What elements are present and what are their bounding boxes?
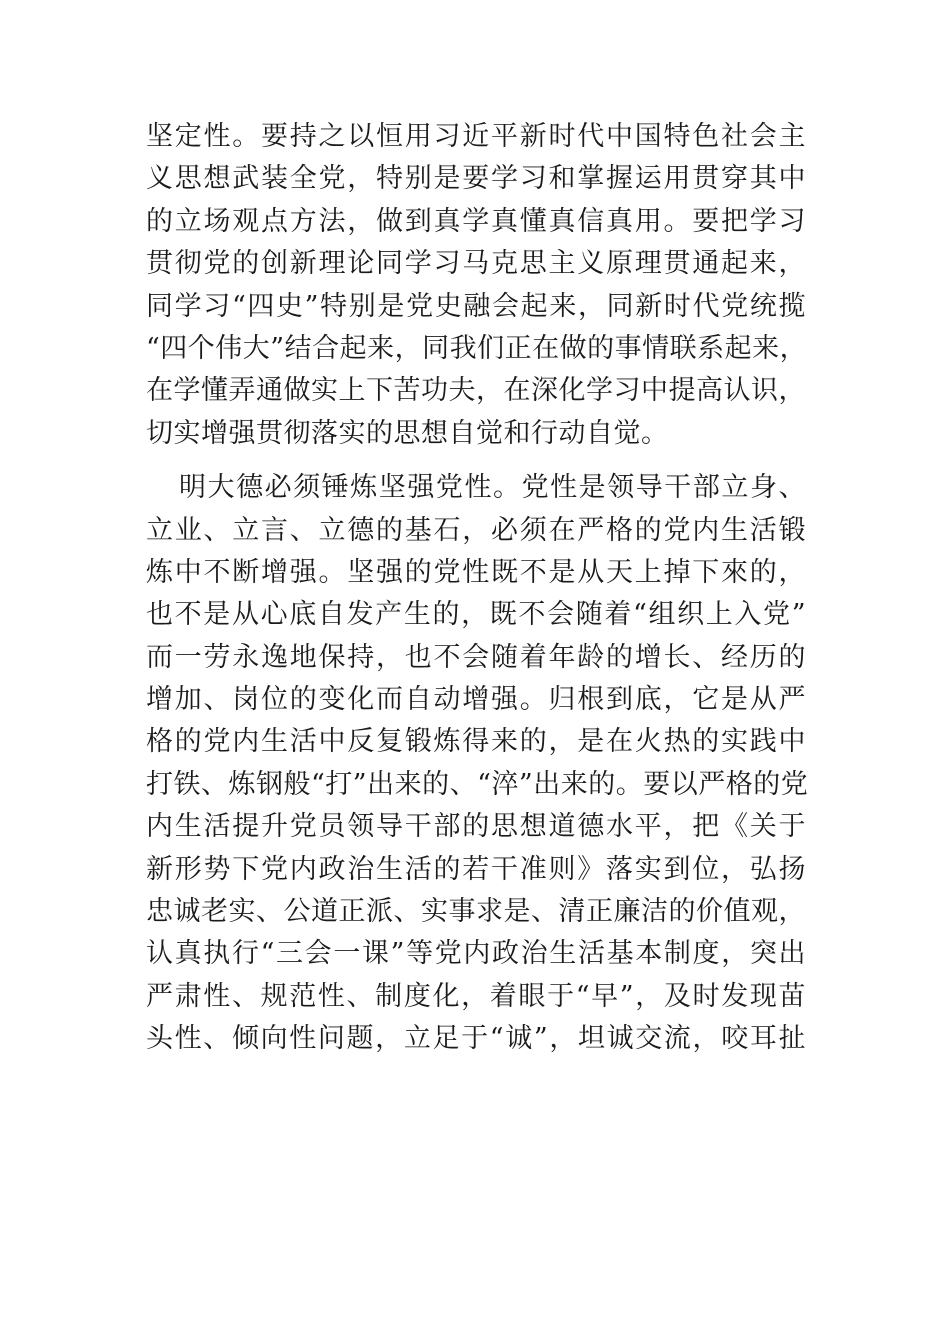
text-line: 明大德必须锤炼坚强党性。党性是领导干部立身、	[179, 472, 806, 504]
text-line: 炼中不断增强。坚强的党性既不是从天上掉下來的，	[146, 556, 806, 588]
text-line: 坚定性。要持之以恒用习近平新时代中国特色社会主	[146, 121, 806, 152]
text-line: 切实增强贯彻落实的思想自觉和行动自觉。	[146, 417, 669, 449]
text-line: 严肃性、规范性、制度化，着眼于“早”，及时发现苗	[146, 980, 806, 1012]
text-line: 头性、倾向性问题，立足于“诚”，坦诚交流，咬耳扯	[146, 1023, 806, 1055]
paragraph-1	[146, 116, 806, 455]
text-line: 打铁、炼钢般“打”出来的、“淬”出来的。要以严格的党	[146, 768, 809, 800]
text-line: 的立场观点方法，做到真学真懂真信真用。要把学习	[146, 205, 806, 237]
text-line: 同学习“四史”特别是党史融会起来，同新时代党统揽	[146, 290, 806, 322]
text-line: 也不是从心底自发产生的，既不会随着“组织上入党”	[146, 599, 806, 631]
text-line: 而一劳永逸地保持，也不会随着年龄的增长、经历的	[146, 641, 806, 673]
text-line: 新形势下党内政治生活的若干准则》落实到位，弘扬	[146, 853, 806, 885]
paragraph-spacer	[146, 455, 806, 467]
text-line: 在学懂弄通做实上下苦功夫，在深化学习中提高认识，	[146, 375, 806, 407]
text-line: 认真执行“三会一课”等党内政治生活基本制度，突出	[146, 938, 806, 970]
text-line: “四个伟大”结合起来，同我们正在做的事情联系起来，	[146, 332, 808, 364]
text-line: 贯彻党的创新理论同学习马克思主义原理贯通起来，	[146, 248, 806, 280]
text-line: 忠诚老实、公道正派、实事求是、清正廉洁的价值观，	[146, 896, 806, 928]
text-line: 内生活提升党员领导干部的思想道德水平，把《关于	[146, 811, 806, 843]
text-line: 格的党内生活中反复锻炼得来的，是在火热的实践中	[146, 726, 806, 758]
text-line: 立业、立言、立德的基石，必须在严格的党内生活锻	[146, 514, 806, 546]
paragraph-2	[146, 467, 809, 1060]
text-line: 增加、岗位的变化而自动增强。归根到底，它是从严	[146, 684, 806, 716]
document-body	[146, 116, 809, 1061]
text-line: 义思想武装全党，特别是要学习和掌握运用贯穿其中	[146, 163, 806, 195]
